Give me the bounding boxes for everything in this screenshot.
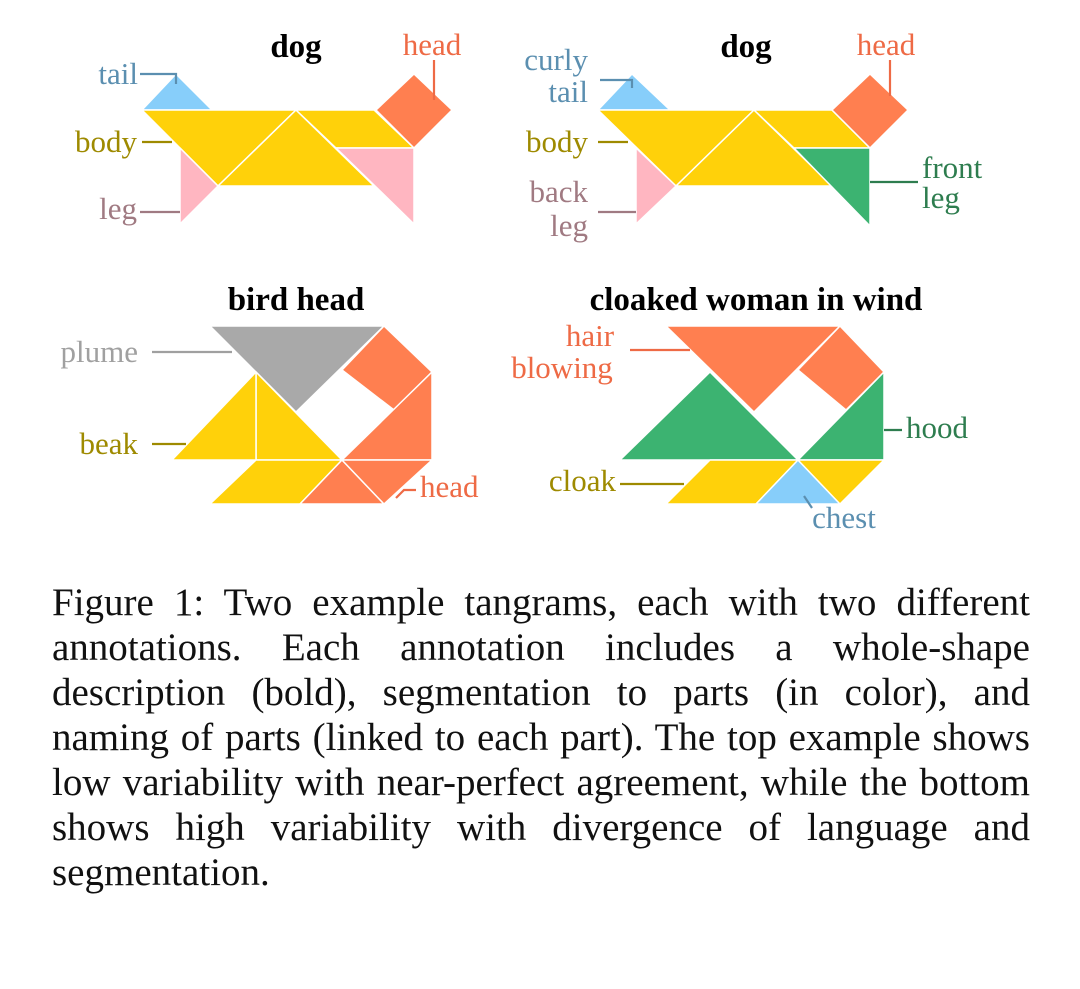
panel-dog-1-title: dog xyxy=(270,29,322,65)
dog1-body-label: body xyxy=(75,124,137,159)
dog2-back-leg-label-1: back xyxy=(529,174,588,209)
dog2-body-label: body xyxy=(526,124,588,159)
panel-dog-2-title: dog xyxy=(720,29,772,65)
bird-beak-piece-lower xyxy=(172,372,256,460)
dog2-front-leg-label-2: leg xyxy=(922,180,960,215)
woman-hood-label: hood xyxy=(906,410,968,445)
bird-head-label: head xyxy=(420,469,479,504)
panel-bird-head xyxy=(61,282,480,504)
dog1-leg-label: leg xyxy=(99,191,137,226)
dog2-tail-label-2: tail xyxy=(548,74,588,109)
dog2-front-leg-label-1: front xyxy=(922,150,983,185)
panel-cloaked-woman xyxy=(511,282,968,535)
woman-hair-label-1: hair xyxy=(565,318,615,353)
dog2-tail-label-1: curly xyxy=(524,42,588,77)
panel-bird-head-title: bird head xyxy=(227,282,365,318)
panel-dog-1 xyxy=(75,27,462,226)
woman-hair-label-2: blowing xyxy=(511,350,613,385)
bird-plume-label: plume xyxy=(60,334,138,369)
dog2-front-leg-piece xyxy=(794,148,870,226)
dog2-head-label: head xyxy=(856,27,916,62)
dog2-back-leg-label-2: leg xyxy=(550,208,588,243)
panel-cloaked-woman-title: cloaked woman in wind xyxy=(589,282,923,318)
bird-beak-label: beak xyxy=(79,426,138,461)
woman-chest-label: chest xyxy=(812,500,876,535)
dog1-tail-label: tail xyxy=(98,56,138,91)
panel-dog-2 xyxy=(524,27,982,243)
woman-cloak-label: cloak xyxy=(548,463,616,498)
figure-caption: Figure 1: Two example tangrams, each with two different annotations. Each annotation includes a whole-shape description (bold), segmentation to parts (in color), and naming of parts (linked to each part). The top example shows low variability with near-perfect agreement, while the bottom shows high variability with divergence of language and segmentation. xyxy=(52,581,1030,894)
dog1-head-label: head xyxy=(402,27,462,62)
